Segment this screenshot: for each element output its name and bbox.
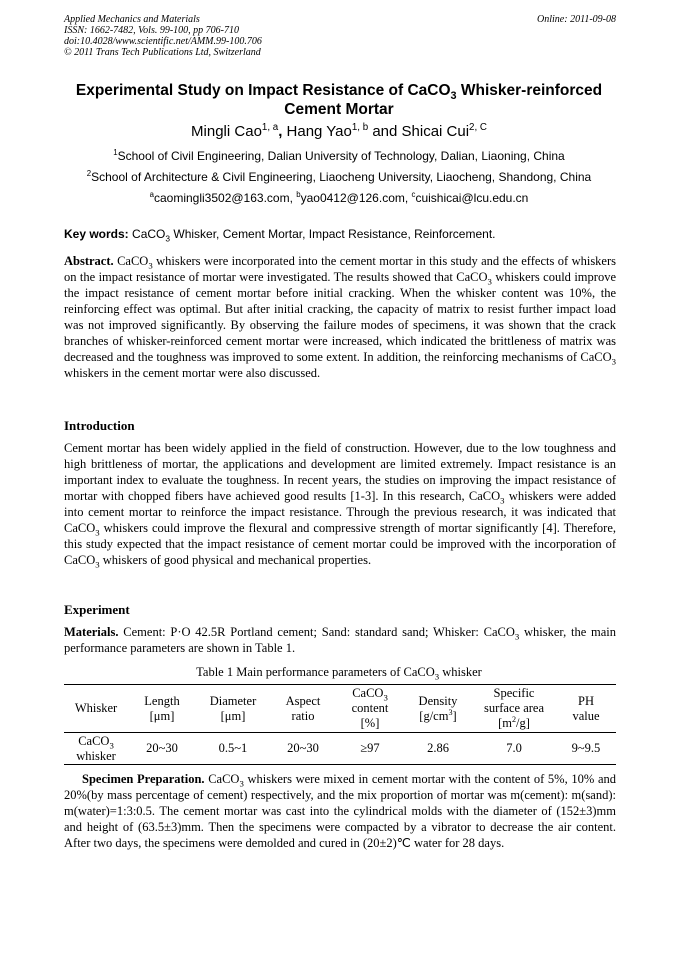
col-header-ph: PH value <box>556 685 616 733</box>
issn-line: ISSN: 1662-7482, Vols. 99-100, pp 706-710 <box>64 25 239 36</box>
col-header-length: Length [μm] <box>128 685 196 733</box>
col-header-surface-area: Specific surface area $[m^2/g]$ <box>472 685 556 733</box>
email-link[interactable]: yao0412@126.com, <box>300 191 409 205</box>
abstract-label: Abstract. <box>64 254 114 268</box>
cell-ph: 9~9.5 <box>556 733 616 765</box>
author-name: Mingli Cao <box>191 123 262 140</box>
col-header-diameter: Diameter [μm] <box>196 685 270 733</box>
cell-content: ≥97 <box>336 733 404 765</box>
keywords-label: Key words: <box>64 227 129 241</box>
cell-aspect-ratio: 20~30 <box>270 733 336 765</box>
specimen-label: Specimen Preparation. <box>82 772 205 786</box>
specimen-preparation-text: Specimen Preparation. CaCO$_3$ whiskers were mixed in cement mortar with the content of 5%, 10% and 20%(by mass percentage of cement) respectively, and the mix proportion of mortar was m(cement): m(sand): m(water)=1:3:0.5. The cement mortar was cast into the cylindrical molds with the diameter of (152±3)mm and height of (63.5±3)mm. Then the specimens were compacted by a vibrator to decrease the air content. After two days, the specimens were demolded and cured in (20±2)℃ water for 28 days. <box>64 772 617 850</box>
affiliation-2: $^2$School of Architecture & Civil Engineering, Liaocheng University, Liaocheng, Shandong, China <box>86 169 592 184</box>
table-caption: Table 1 Main performance parameters of CaCO$_3$ whisker <box>196 665 482 682</box>
introduction-text: Cement mortar has been widely applied in the field of construction. However, due to the low toughness and high brittleness of mortar, the applications and development are limited extremely. Impact resistance is an important index to evaluate the toughness. In recent years, the studies on improving the impact resistance of mortar with chopped fibers have achieved good results [1-3]. In this research, CaCO$_3$ whiskers were added into cement mortar to reinforce the impact resistance. Through the previous research, it was indicated that CaCO$_3$ whiskers could improve the flexural and compressive strength of mortar significantly [4]. Therefore, this study expected that the impact resistance of cement mortar could be improved with the incorporation of CaCO$_3$ whiskers of good physical and mechanical properties. <box>64 441 616 570</box>
abstract: Abstract. CaCO$_3$ whiskers were incorporated into the cement mortar in this study and the effects of whiskers on the impact resistance of mortar were investigated. The results showed that CaCO$_3$ whiskers could improve the impact resistance of cement mortar before initial cracking. When the whisker content was 10%, the reinforcing effect was optimal. But after initial cracking, the capacity of matrix to resist further impact load was not improved significantly. By observing the failure modes of specimens, it was shown that the crack branches of whisker-reinforced cement mortar were increased, which indicated the brittleness of matrix was decreased and the toughness was improved to some extent. In addition, the reinforcing mechanisms of CaCO$_3$ whiskers in the cement mortar were also discussed. <box>64 254 617 380</box>
experiment-heading: Experiment <box>64 602 130 617</box>
email-link[interactable]: caomingli3502@163.com, <box>153 191 293 205</box>
col-header-density: Density $[g/cm^3]$ <box>404 685 472 733</box>
keywords: Key words: CaCO$_3$ Whisker, Cement Mortar, Impact Resistance, Reinforcement. <box>64 227 496 244</box>
author-list: Mingli Cao$^{1, a}$, Hang Yao$^{1, b}$ and Shicai Cui$^{2, C}$ <box>191 122 487 140</box>
author-name: Shicai Cui <box>401 123 470 140</box>
copyright-line: © 2011 Trans Tech Publications Ltd, Switzerland <box>64 47 261 58</box>
materials-label: Materials. <box>64 625 119 639</box>
author-emails: $^a$caomingli3502@163.com, $^b$yao0412@126.com, $^c$cuishicai@lcu.edu.cn <box>149 190 529 205</box>
table-header-row <box>64 685 616 733</box>
journal-header <box>64 14 616 58</box>
col-header-aspect-ratio: Aspect ratio <box>270 685 336 733</box>
paper-title: Experimental Study on Impact Resistance of CaCO$_3$ Whisker-reinforced Cement Mortar <box>75 82 603 118</box>
email-link[interactable]: cuishicai@lcu.edu.cn <box>415 191 529 205</box>
author-name: Hang Yao <box>286 123 352 140</box>
doi-line: doi:10.4028/www.scientific.net/AMM.99-100.706 <box>64 36 262 47</box>
cell-density: 2.86 <box>404 733 472 765</box>
cell-whisker: CaCO$_3$ whisker <box>64 733 128 765</box>
journal-name: Applied Mechanics and Materials <box>64 14 200 25</box>
cell-surface-area: 7.0 <box>472 733 556 765</box>
affiliation-1: $^1$School of Civil Engineering, Dalian University of Technology, Dalian, Liaoning, China <box>113 148 565 163</box>
online-date: Online: 2011-09-08 <box>537 14 616 25</box>
introduction-heading: Introduction <box>64 418 135 433</box>
col-header-caco3-content: CaCO$_3$ content [%] <box>336 685 404 733</box>
materials-text: Materials. Cement: P·O 42.5R Portland cement; Sand: standard sand; Whisker: CaCO$_3$ whisker, the main performance parameters are shown in Table 1. <box>64 625 616 655</box>
table-row <box>64 733 616 765</box>
cell-length: 20~30 <box>128 733 196 765</box>
cell-diameter: 0.5~1 <box>196 733 270 765</box>
performance-table <box>64 684 616 765</box>
col-header-whisker: Whisker <box>64 685 128 733</box>
